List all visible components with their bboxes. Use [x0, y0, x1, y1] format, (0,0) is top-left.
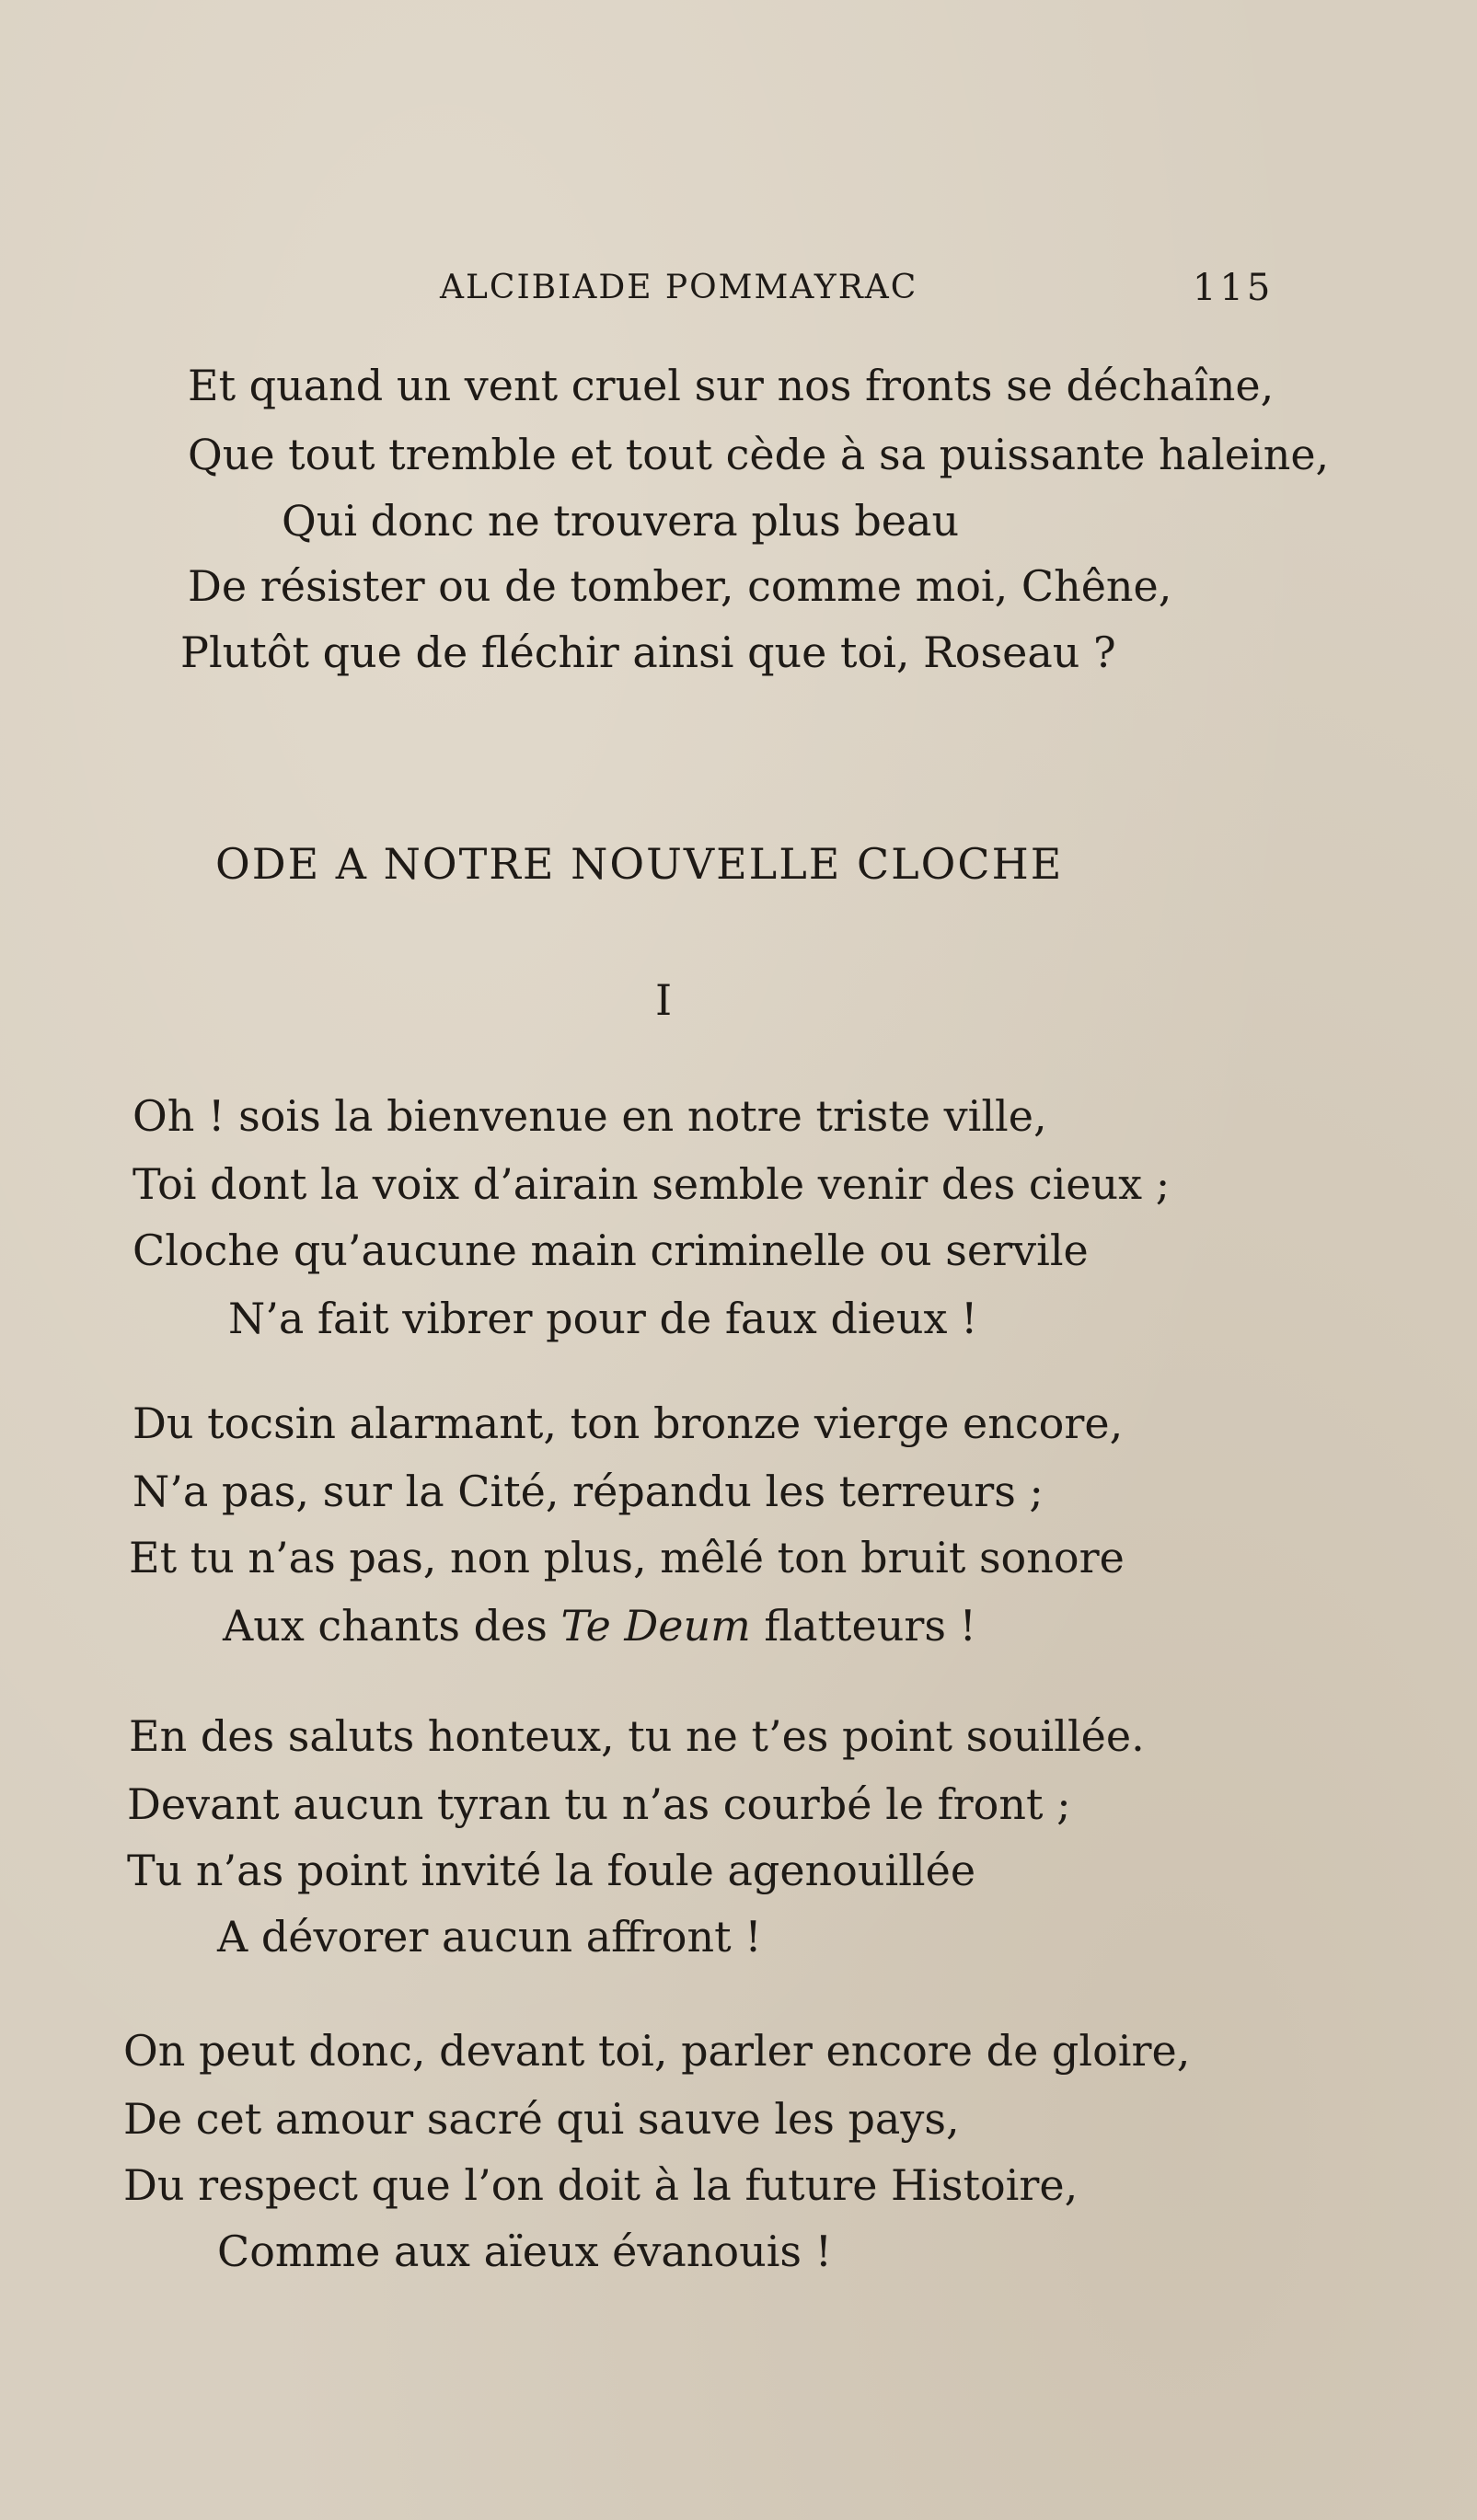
verse-text: flatteurs !	[750, 1601, 977, 1651]
verse-text: Aux chants des	[223, 1601, 561, 1651]
verse-line: Cloche qu’aucune main criminelle ou servile	[133, 1225, 1089, 1275]
verse-line: N’a fait vibrer pour de faux dieux !	[228, 1294, 978, 1343]
poem-title: ODE A NOTRE NOUVELLE CLOCHE	[215, 839, 1064, 889]
verse-line: Toi dont la voix d’airain semble venir des cieux ;	[133, 1159, 1171, 1209]
verse-line: Tu n’as point invité la foule agenouillée	[127, 1846, 976, 1895]
verse-line: Du respect que l’on doit à la future Histoire,	[123, 2160, 1079, 2210]
verse-line: De cet amour sacré qui sauve les pays,	[123, 2094, 960, 2144]
verse-line: De résister ou de tomber, comme moi, Chêne,	[188, 561, 1172, 611]
verse-line: Devant aucun tyran tu n’as courbé le front ;	[127, 1779, 1071, 1829]
verse-line: A dévorer aucun affront !	[217, 1912, 762, 1962]
verse-line: Comme aux aïeux évanouis !	[217, 2227, 833, 2276]
verse-line: Plutôt que de fléchir ainsi que toi, Roseau ?	[180, 627, 1116, 677]
section-numeral: I	[655, 975, 673, 1025]
verse-line: Qui donc ne trouvera plus beau	[282, 496, 960, 546]
verse-line: En des saluts honteux, tu ne t’es point souillée.	[129, 1711, 1145, 1761]
verse-line: Que tout tremble et tout cède à sa puissante haleine,	[188, 430, 1330, 479]
running-title: ALCIBIADE POMMAYRAC	[440, 269, 918, 306]
verse-line: Et quand un vent cruel sur nos fronts se déchaîne,	[188, 361, 1275, 410]
verse-line: N’a pas, sur la Cité, répandu les terreurs ;	[133, 1467, 1044, 1516]
verse-line: On peut donc, devant toi, parler encore de gloire,	[123, 2026, 1191, 2076]
verse-line	[223, 1601, 977, 1651]
verse-line: Oh ! sois la bienvenue en notre triste ville,	[133, 1091, 1047, 1141]
verse-line: Du tocsin alarmant, ton bronze vierge encore,	[133, 1398, 1124, 1448]
italic-title: Te Deum	[560, 1601, 751, 1651]
page-number: 115	[1193, 267, 1275, 309]
verse-line: Et tu n’as pas, non plus, mêlé ton bruit sonore	[129, 1533, 1125, 1582]
